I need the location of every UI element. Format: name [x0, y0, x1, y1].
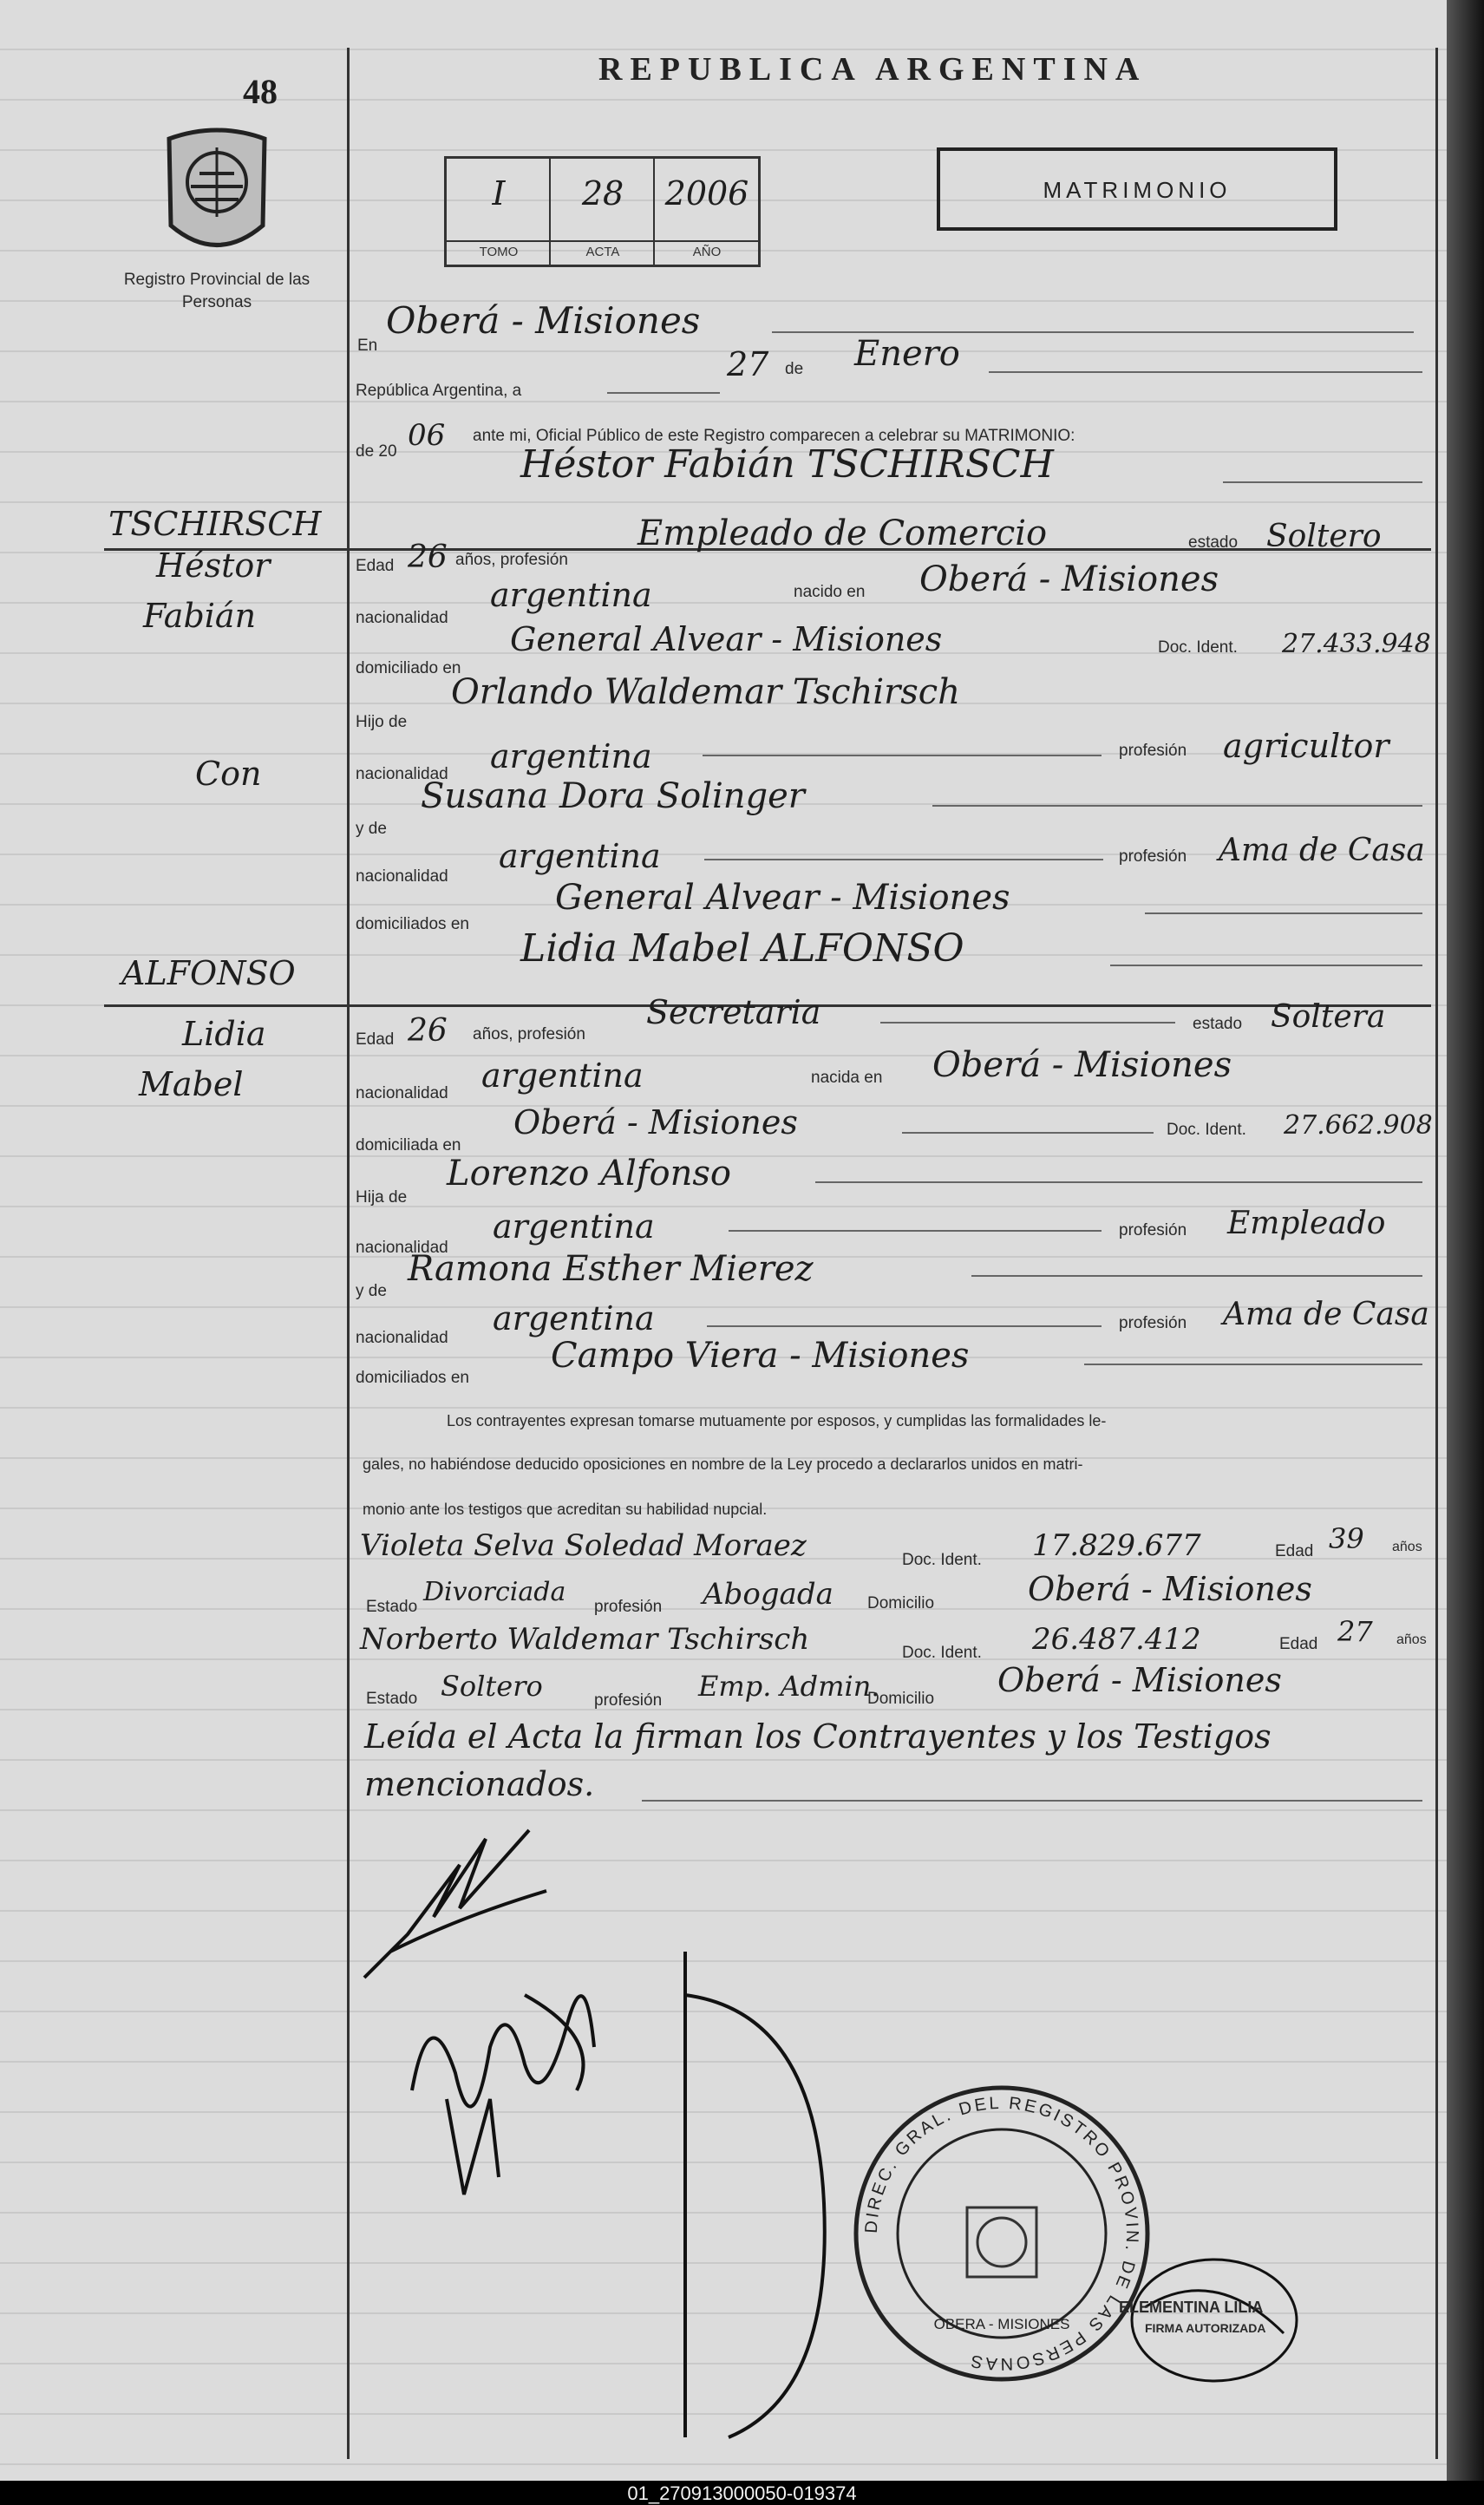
closing-line-2: mencionados. — [364, 1765, 595, 1803]
groom-name-line — [1223, 481, 1422, 483]
republica-label: República Argentina, a — [356, 382, 522, 400]
witness-2-age: 27 — [1337, 1615, 1373, 1648]
groom-address: General Alvear - Misiones — [510, 620, 943, 658]
bride-nationality: argentina — [481, 1056, 644, 1095]
record-number-box — [444, 156, 761, 267]
groom-father-nat: argentina — [490, 737, 652, 775]
groom-age: 26 — [408, 540, 448, 575]
marriage-day: 27 — [727, 345, 769, 383]
groom-mother-nat-label: nacionalidad — [356, 867, 448, 886]
signature-2-icon — [395, 1943, 620, 2203]
witness-1-estado-label: Estado — [366, 1598, 418, 1616]
official-name: ELEMENTINA LILIA — [1119, 2299, 1264, 2316]
bride-age: 26 — [408, 1013, 448, 1049]
bride-address: Oberá - Misiones — [513, 1103, 798, 1141]
bride-father: Lorenzo Alfonso — [447, 1154, 732, 1194]
bride-father-line — [815, 1181, 1422, 1183]
witness-2-profession: Emp. Admin. — [698, 1670, 880, 1703]
tomo-cell — [447, 159, 551, 265]
bride-mother-prof: Ama de Casa — [1223, 1297, 1429, 1332]
groom-edad-label: Edad — [356, 557, 395, 575]
bride-profession-line — [880, 1022, 1175, 1024]
groom-doc-label: Doc. Ident. — [1158, 638, 1238, 657]
document-type: MATRIMONIO — [1043, 177, 1232, 203]
signature-3-icon — [677, 1943, 850, 2446]
bride-birthplace: Oberá - Misiones — [932, 1045, 1232, 1085]
bride-mother-line — [971, 1275, 1422, 1277]
stamp-ring-text: DIREC. GRAL. DEL REGISTRO PROVIN. DE LAS PERSONAS — [861, 2093, 1142, 2374]
bride-father-nat: argentina — [493, 1207, 655, 1246]
groom-father-label: Hijo de — [356, 713, 408, 731]
groom-parents-addr: General Alvear - Misiones — [555, 878, 1010, 918]
witness-1-address: Oberá - Misiones — [1028, 1570, 1312, 1608]
bride-mother-nat-line — [707, 1325, 1102, 1327]
bride-nacida-label: nacida en — [811, 1069, 883, 1087]
groom-mother-line — [932, 805, 1422, 807]
page-number: 48 — [243, 72, 278, 111]
tomo-label: TOMO — [447, 240, 551, 259]
bride-mother-prof-label: profesión — [1119, 1314, 1187, 1332]
bride-mother-nat: argentina — [493, 1299, 655, 1338]
groom-estado-label: estado — [1188, 533, 1239, 552]
bride-father-nat-label: nacionalidad — [356, 1239, 448, 1257]
bride-anos-label: años, profesión — [473, 1025, 585, 1043]
groom-nacionalidad-label: nacionalidad — [356, 609, 448, 627]
groom-margin-surname: TSCHIRSCH — [108, 505, 322, 543]
bride-parents-addr-line — [1084, 1364, 1422, 1365]
witness-2-address: Oberá - Misiones — [997, 1661, 1282, 1699]
witness-1-doc-label: Doc. Ident. — [902, 1551, 982, 1569]
day-line-pre — [607, 392, 720, 394]
groom-nacido-label: nacido en — [794, 583, 866, 601]
marriage-month: Enero — [854, 334, 960, 374]
groom-estado: Soltero — [1266, 519, 1382, 554]
groom-father-prof: agricultor — [1223, 727, 1389, 765]
groom-parents-addr-line — [1145, 912, 1422, 914]
groom-mother-prof-label: profesión — [1119, 847, 1187, 866]
document-type-box — [937, 147, 1337, 231]
witness-2-name: Norberto Waldemar Tschirsch — [360, 1622, 810, 1657]
groom-mother-label: y de — [356, 820, 387, 838]
bride-mother: Ramona Esther Mierez — [408, 1249, 814, 1289]
declaration-line-1: Los contrayentes expresan tomarse mutuamente por esposos, y cumplidas las formalidades le- — [447, 1412, 1107, 1429]
connector-con: Con — [195, 755, 262, 793]
groom-mother-prof: Ama de Casa — [1219, 833, 1425, 868]
bride-full-name: Lidia Mabel ALFONSO — [520, 926, 964, 971]
witness-2-prof-label: profesión — [594, 1691, 663, 1710]
groom-anos-label: años, profesión — [455, 551, 568, 569]
declaration-line-3: monio ante los testigos que acreditan su habilidad nupcial. — [363, 1501, 768, 1518]
groom-father: Orlando Waldemar Tschirsch — [451, 672, 960, 712]
bride-parents-addr-label: domiciliados en — [356, 1369, 469, 1387]
witness-1-anos-label: años — [1392, 1540, 1422, 1554]
page-edge-line — [1435, 48, 1438, 2459]
bride-profession: Secretaria — [646, 993, 821, 1031]
year-suffix: 06 — [408, 418, 446, 453]
bride-father-nat-line — [729, 1230, 1102, 1232]
groom-nationality: argentina — [490, 576, 652, 614]
witness-2-doc: 26.487.412 — [1032, 1622, 1201, 1657]
groom-margin-given-2: Fabián — [143, 597, 257, 635]
bride-name-line — [1110, 965, 1422, 966]
official-title: FIRMA AUTORIZADA — [1145, 2321, 1266, 2335]
bride-margin-surname: ALFONSO — [121, 954, 296, 992]
year-prefix: de 20 — [356, 442, 397, 461]
witness-2-edad-label: Edad — [1279, 1635, 1318, 1653]
anio-label: AÑO — [655, 240, 759, 259]
bride-mother-label: y de — [356, 1282, 387, 1300]
groom-full-name: Héstor Fabián TSCHIRSCH — [520, 442, 1054, 487]
groom-father-nat-label: nacionalidad — [356, 765, 448, 783]
declaration-line-2: gales, no habiéndose deducido oposiciones en nombre de la Ley procedo a declararlos unidos en matri- — [363, 1455, 1083, 1473]
groom-mother: Susana Dora Solinger — [421, 776, 805, 816]
bride-domicilio-label: domiciliada en — [356, 1136, 461, 1154]
bride-father-prof: Empleado — [1227, 1206, 1386, 1241]
intro-statement: ante mi, Oficial Público de este Registro comparecen a celebrar su MATRIMONIO: — [473, 427, 1075, 445]
witness-1-name: Violeta Selva Soledad Moraez — [360, 1528, 807, 1563]
bride-edad-label: Edad — [356, 1030, 395, 1049]
marriage-place: Oberá - Misiones — [386, 299, 701, 342]
acta-label: ACTA — [551, 240, 655, 259]
bride-nacionalidad-label: nacionalidad — [356, 1084, 448, 1102]
witness-2-estado: Soltero — [441, 1670, 543, 1703]
witness-2-anos-label: años — [1396, 1632, 1427, 1647]
groom-father-prof-label: profesión — [1119, 742, 1187, 760]
bride-estado: Soltera — [1271, 999, 1386, 1035]
groom-margin-given-1: Héstor — [156, 546, 271, 585]
place-line — [772, 331, 1414, 333]
witness-2-doc-label: Doc. Ident. — [902, 1644, 982, 1662]
groom-parents-addr-label: domiciliados en — [356, 915, 469, 933]
groom-domicilio-label: domiciliado en — [356, 659, 461, 677]
groom-father-nat-line — [703, 755, 1102, 756]
scan-id: 01_270913000050-019374 — [627, 2482, 857, 2504]
witness-1-doc: 17.829.677 — [1032, 1528, 1201, 1563]
registry-name: Registro Provincial de las Personas — [123, 271, 311, 311]
bride-margin-given-2: Mabel — [139, 1065, 244, 1103]
groom-mother-nat: argentina — [499, 837, 661, 875]
bride-address-line — [902, 1132, 1154, 1134]
bride-estado-label: estado — [1193, 1015, 1243, 1033]
anio-value: 2006 — [664, 174, 749, 213]
witness-2-dom-label: Domicilio — [867, 1690, 935, 1708]
country-heading: REPUBLICA ARGENTINA — [598, 51, 1147, 88]
closing-line — [642, 1800, 1422, 1802]
witness-2-estado-label: Estado — [366, 1690, 418, 1708]
witness-1-age: 39 — [1329, 1522, 1364, 1555]
month-line — [989, 371, 1422, 373]
coat-of-arms-icon — [160, 121, 273, 265]
acta-value: 28 — [581, 174, 624, 213]
stamp-inner-text: OBERA - MISIONES — [933, 2316, 1070, 2332]
bride-parents-addr: Campo Viera - Misiones — [551, 1336, 970, 1376]
bride-mother-nat-label: nacionalidad — [356, 1329, 448, 1347]
witness-1-profession: Abogada — [703, 1577, 834, 1612]
bride-doc: 27.662.908 — [1284, 1110, 1433, 1141]
groom-mother-nat-line — [704, 859, 1103, 860]
bride-father-prof-label: profesión — [1119, 1221, 1187, 1239]
en-label: En — [357, 337, 378, 355]
witness-1-edad-label: Edad — [1275, 1542, 1314, 1560]
book-spine — [1447, 0, 1484, 2481]
anio-cell — [655, 159, 759, 265]
closing-line-1: Leída el Acta la firman los Contrayentes y los Testigos — [364, 1717, 1272, 1756]
groom-birthplace: Oberá - Misiones — [919, 559, 1219, 599]
bride-margin-given-1: Lidia — [182, 1015, 266, 1053]
tomo-value: I — [492, 174, 506, 213]
bride-doc-label: Doc. Ident. — [1167, 1121, 1246, 1139]
witness-1-dom-label: Domicilio — [867, 1594, 935, 1612]
de-label: de — [785, 360, 804, 378]
witness-1-prof-label: profesión — [594, 1598, 663, 1616]
witness-1-estado: Divorciada — [423, 1577, 566, 1607]
bride-father-label: Hija de — [356, 1188, 408, 1207]
groom-doc: 27.433.948 — [1282, 629, 1431, 659]
acta-cell — [551, 159, 655, 265]
margin-divider — [347, 48, 350, 2459]
groom-profession: Empleado de Comercio — [637, 513, 1048, 553]
